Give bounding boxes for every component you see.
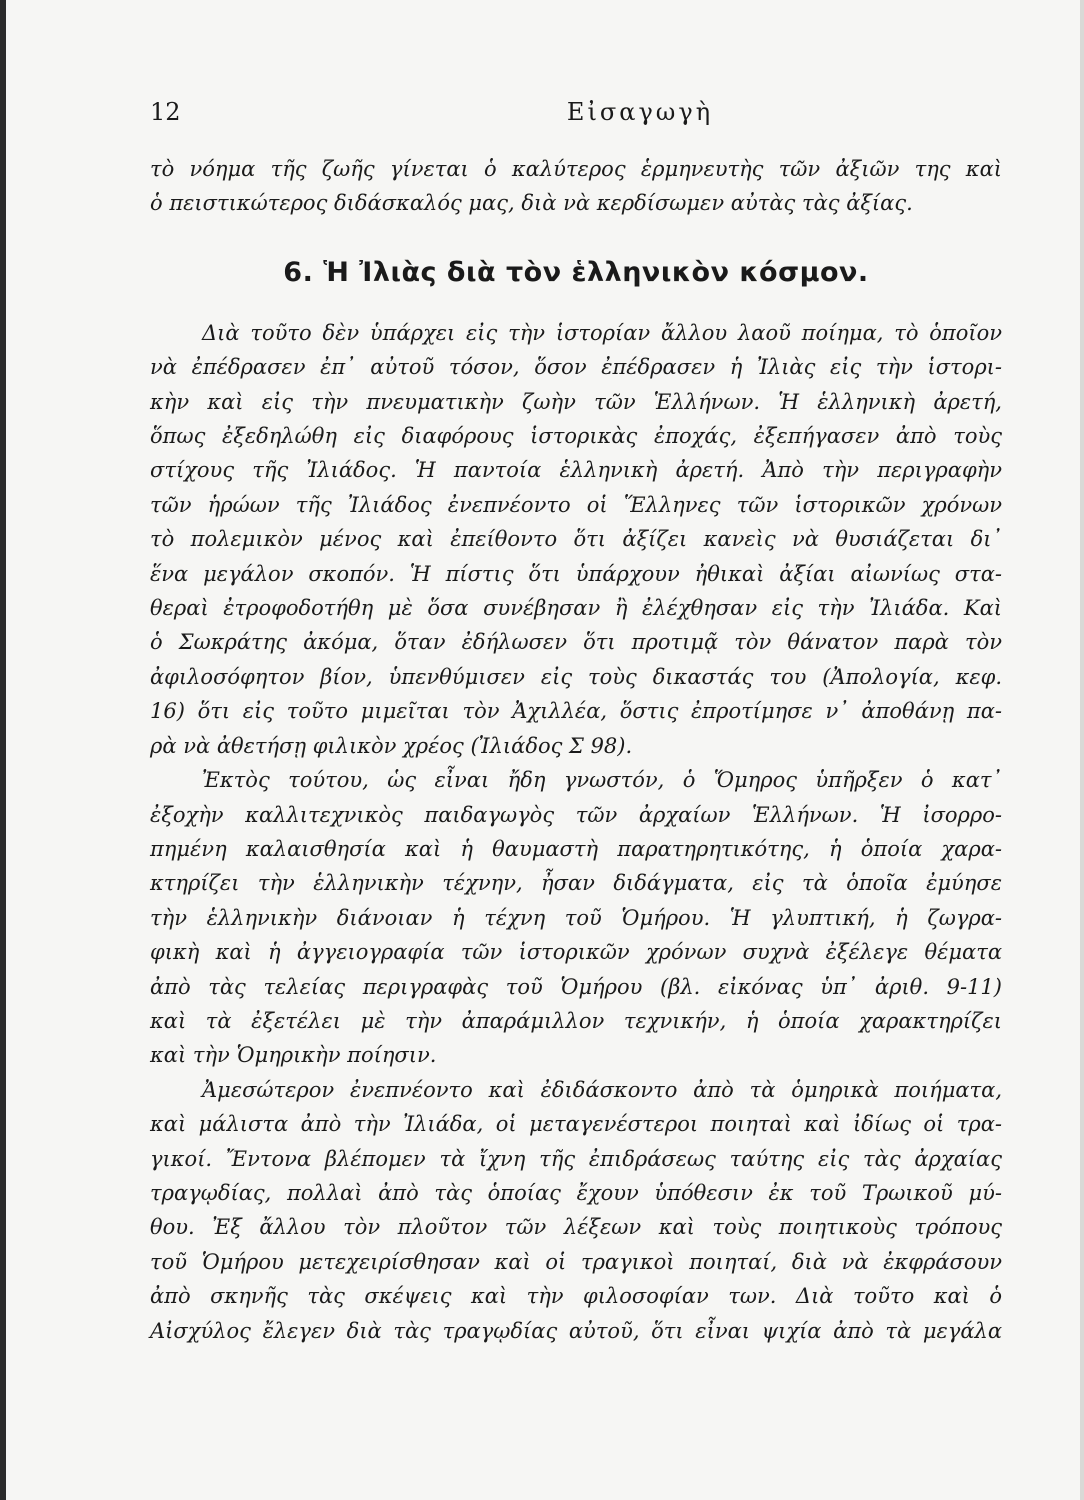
text-line: τὸ νόημα τῆς ζωῆς γίνεται ὁ καλύτερος ἑρμηνευτὴς τῶν ἀξιῶν της καὶ	[150, 157, 1002, 181]
text-line: κὴν καὶ εἰς τὴν πνευματικὴν ζωὴν τῶν Ἑλλήνων. Ἡ ἑλληνικὴ ἀρετή,	[150, 389, 1002, 414]
text-line: καὶ τὰ ἐξετέλει μὲ τὴν ἀπαράμιλλον τεχνικήν, ἡ ὁποία χαρακτηρίζει	[150, 1008, 1002, 1033]
page-number: 12	[150, 98, 181, 126]
text-line: ἕνα μεγάλον σκοπόν. Ἡ πίστις ὅτι ὑπάρχουν ἠθικαὶ ἀξίαι αἰωνίως στα-	[150, 561, 1002, 586]
running-title: Εἰσαγωγὴ	[566, 98, 714, 126]
text-line: Ἀμεσώτερον ἐνεπνέοντο καὶ ἐδιδάσκοντο ἀπὸ τὰ ὁμηρικὰ ποιήματα,	[202, 1077, 1002, 1102]
text-line: ὅπως ἐξεδηλώθη εἰς διαφόρους ἱστορικὰς ἐποχάς, ἐξεπήγασεν ἀπὸ τοὺς	[150, 424, 1002, 449]
text-line: καὶ μάλιστα ἀπὸ τὴν Ἰλιάδα, οἱ μεταγενέστεροι ποιηταὶ καὶ ἰδίως οἱ τρα-	[150, 1112, 1002, 1137]
text-line: κτηρίζει τὴν ἑλληνικὴν τέχνην, ἦσαν διδάγματα, εἰς τὰ ὁποῖα ἐμύησε	[150, 871, 1002, 896]
section-heading: 6. Ἡ Ἰλιὰς διὰ τὸν ἑλληνικὸν κόσμον.	[283, 256, 869, 288]
text-line: ἐξοχὴν καλλιτεχνικὸς παιδαγωγὸς τῶν ἀρχαίων Ἑλλήνων. Ἡ ἰσορρο-	[150, 802, 1002, 827]
page-header	[150, 98, 1000, 134]
text-line: στίχους τῆς Ἰλιάδος. Ἡ παντοία ἑλληνικὴ ἀρετή. Ἀπὸ τὴν περιγραφὴν	[150, 458, 1002, 483]
text-line: ρὰ νὰ ἀθετήσῃ φιλικὸν χρέος (Ἰλιάδος Σ 98).	[150, 733, 633, 758]
text-line: τῶν ἡρώων τῆς Ἰλιάδος ἐνεπνέοντο οἱ Ἕλληνες τῶν ἱστορικῶν χρόνων	[150, 492, 1002, 517]
intro-paragraph	[150, 152, 1002, 221]
text-line: Αἰσχύλος ἔλεγεν διὰ τὰς τραγῳδίας αὐτοῦ, ὅτι εἶναι ψιχία ἀπὸ τὰ μεγάλα	[150, 1318, 1002, 1343]
text-line: ἀφιλοσόφητον βίον, ὑπενθύμισεν εἰς τοὺς δικαστάς του (Ἀπολογία, κεφ.	[150, 664, 1002, 689]
text-line: ὁ πειστικώτερος διδάσκαλός μας, διὰ νὰ κερδίσωμεν αὐτὰς τὰς ἀξίας.	[150, 191, 913, 216]
text-line: θου. Ἐξ ἄλλου τὸν πλοῦτον τῶν λέξεων καὶ τοὺς ποιητικοὺς τρόπους	[150, 1215, 1002, 1240]
text-line: φικὴ καὶ ἡ ἀγγειογραφία τῶν ἱστορικῶν χρόνων συχνὰ ἐξέλεγε θέματα	[150, 940, 1002, 965]
scan-edge-left	[0, 0, 6, 1500]
text-line: τραγῳδίας, πολλαὶ ἀπὸ τὰς ὁποίας ἔχουν ὑπόθεσιν ἐκ τοῦ Τρωικοῦ μύ-	[150, 1180, 1002, 1205]
text-line: 16) ὅτι εἰς τοῦτο μιμεῖται τὸν Ἀχιλλέα, ὅστις ἐπροτίμησε ν᾽ ἀποθάνῃ πα-	[150, 699, 1002, 724]
paragraph-2	[150, 763, 1002, 1073]
text-line: Διὰ τοῦτο δὲν ὑπάρχει εἰς τὴν ἱστορίαν ἄλλου λαοῦ ποίημα, τὸ ὁποῖον	[202, 320, 1002, 345]
page-body	[150, 152, 1002, 1348]
text-line: τοῦ Ὁμήρου μετεχειρίσθησαν καὶ οἱ τραγικοὶ ποιηταί, διὰ νὰ ἐκφράσουν	[150, 1249, 1002, 1274]
text-line: γικοί. Ἔντονα βλέπομεν τὰ ἴχνη τῆς ἐπιδράσεως ταύτης εἰς τὰς ἀρχαίας	[150, 1146, 1002, 1171]
text-line: ἀπὸ τὰς τελείας περιγραφὰς τοῦ Ὁμήρου (βλ. εἰκόνας ὑπ᾽ ἀριθ. 9-11)	[150, 974, 1002, 999]
text-line: θεραὶ ἐτροφοδοτήθη μὲ ὅσα συνέβησαν ἢ ἐλέχθησαν εἰς τὴν Ἰλιάδα. Καὶ	[150, 596, 1002, 621]
paragraph-1	[150, 316, 1002, 763]
text-line: ὁ Σωκράτης ἀκόμα, ὅταν ἐδήλωσεν ὅτι προτιμᾷ τὸν θάνατον παρὰ τὸν	[150, 630, 1002, 655]
scan-edge-right	[1080, 0, 1084, 1500]
text-line: ἀπὸ σκηνῆς τὰς σκέψεις καὶ τὴν φιλοσοφίαν των. Διὰ τοῦτο καὶ ὁ	[150, 1284, 1002, 1309]
text-line: νὰ ἐπέδρασεν ἐπ᾽ αὐτοῦ τόσον, ὅσον ἐπέδρασεν ἡ Ἰλιὰς εἰς τὴν ἱστορι-	[150, 355, 1002, 380]
text-line: τὸ πολεμικὸν μένος καὶ ἐπείθοντο ὅτι ἀξίζει κανεὶς νὰ θυσιάζεται δι᾽	[150, 527, 1002, 552]
text-line: καὶ τὴν Ὁμηρικὴν ποίησιν.	[150, 1043, 437, 1068]
text-line: πημένη καλαισθησία καὶ ἡ θαυμαστὴ παρατηρητικότης, ἡ ὁποία χαρα-	[150, 836, 1002, 861]
text-line: Ἐκτὸς τούτου, ὡς εἶναι ἤδη γνωστόν, ὁ Ὅμηρος ὑπῆρξεν ὁ κατ᾽	[202, 768, 1002, 793]
text-line: τὴν ἑλληνικὴν διάνοιαν ἡ τέχνη τοῦ Ὁμήρου. Ἡ γλυπτική, ἡ ζωγρα-	[150, 905, 1002, 930]
paragraph-3	[150, 1073, 1002, 1348]
